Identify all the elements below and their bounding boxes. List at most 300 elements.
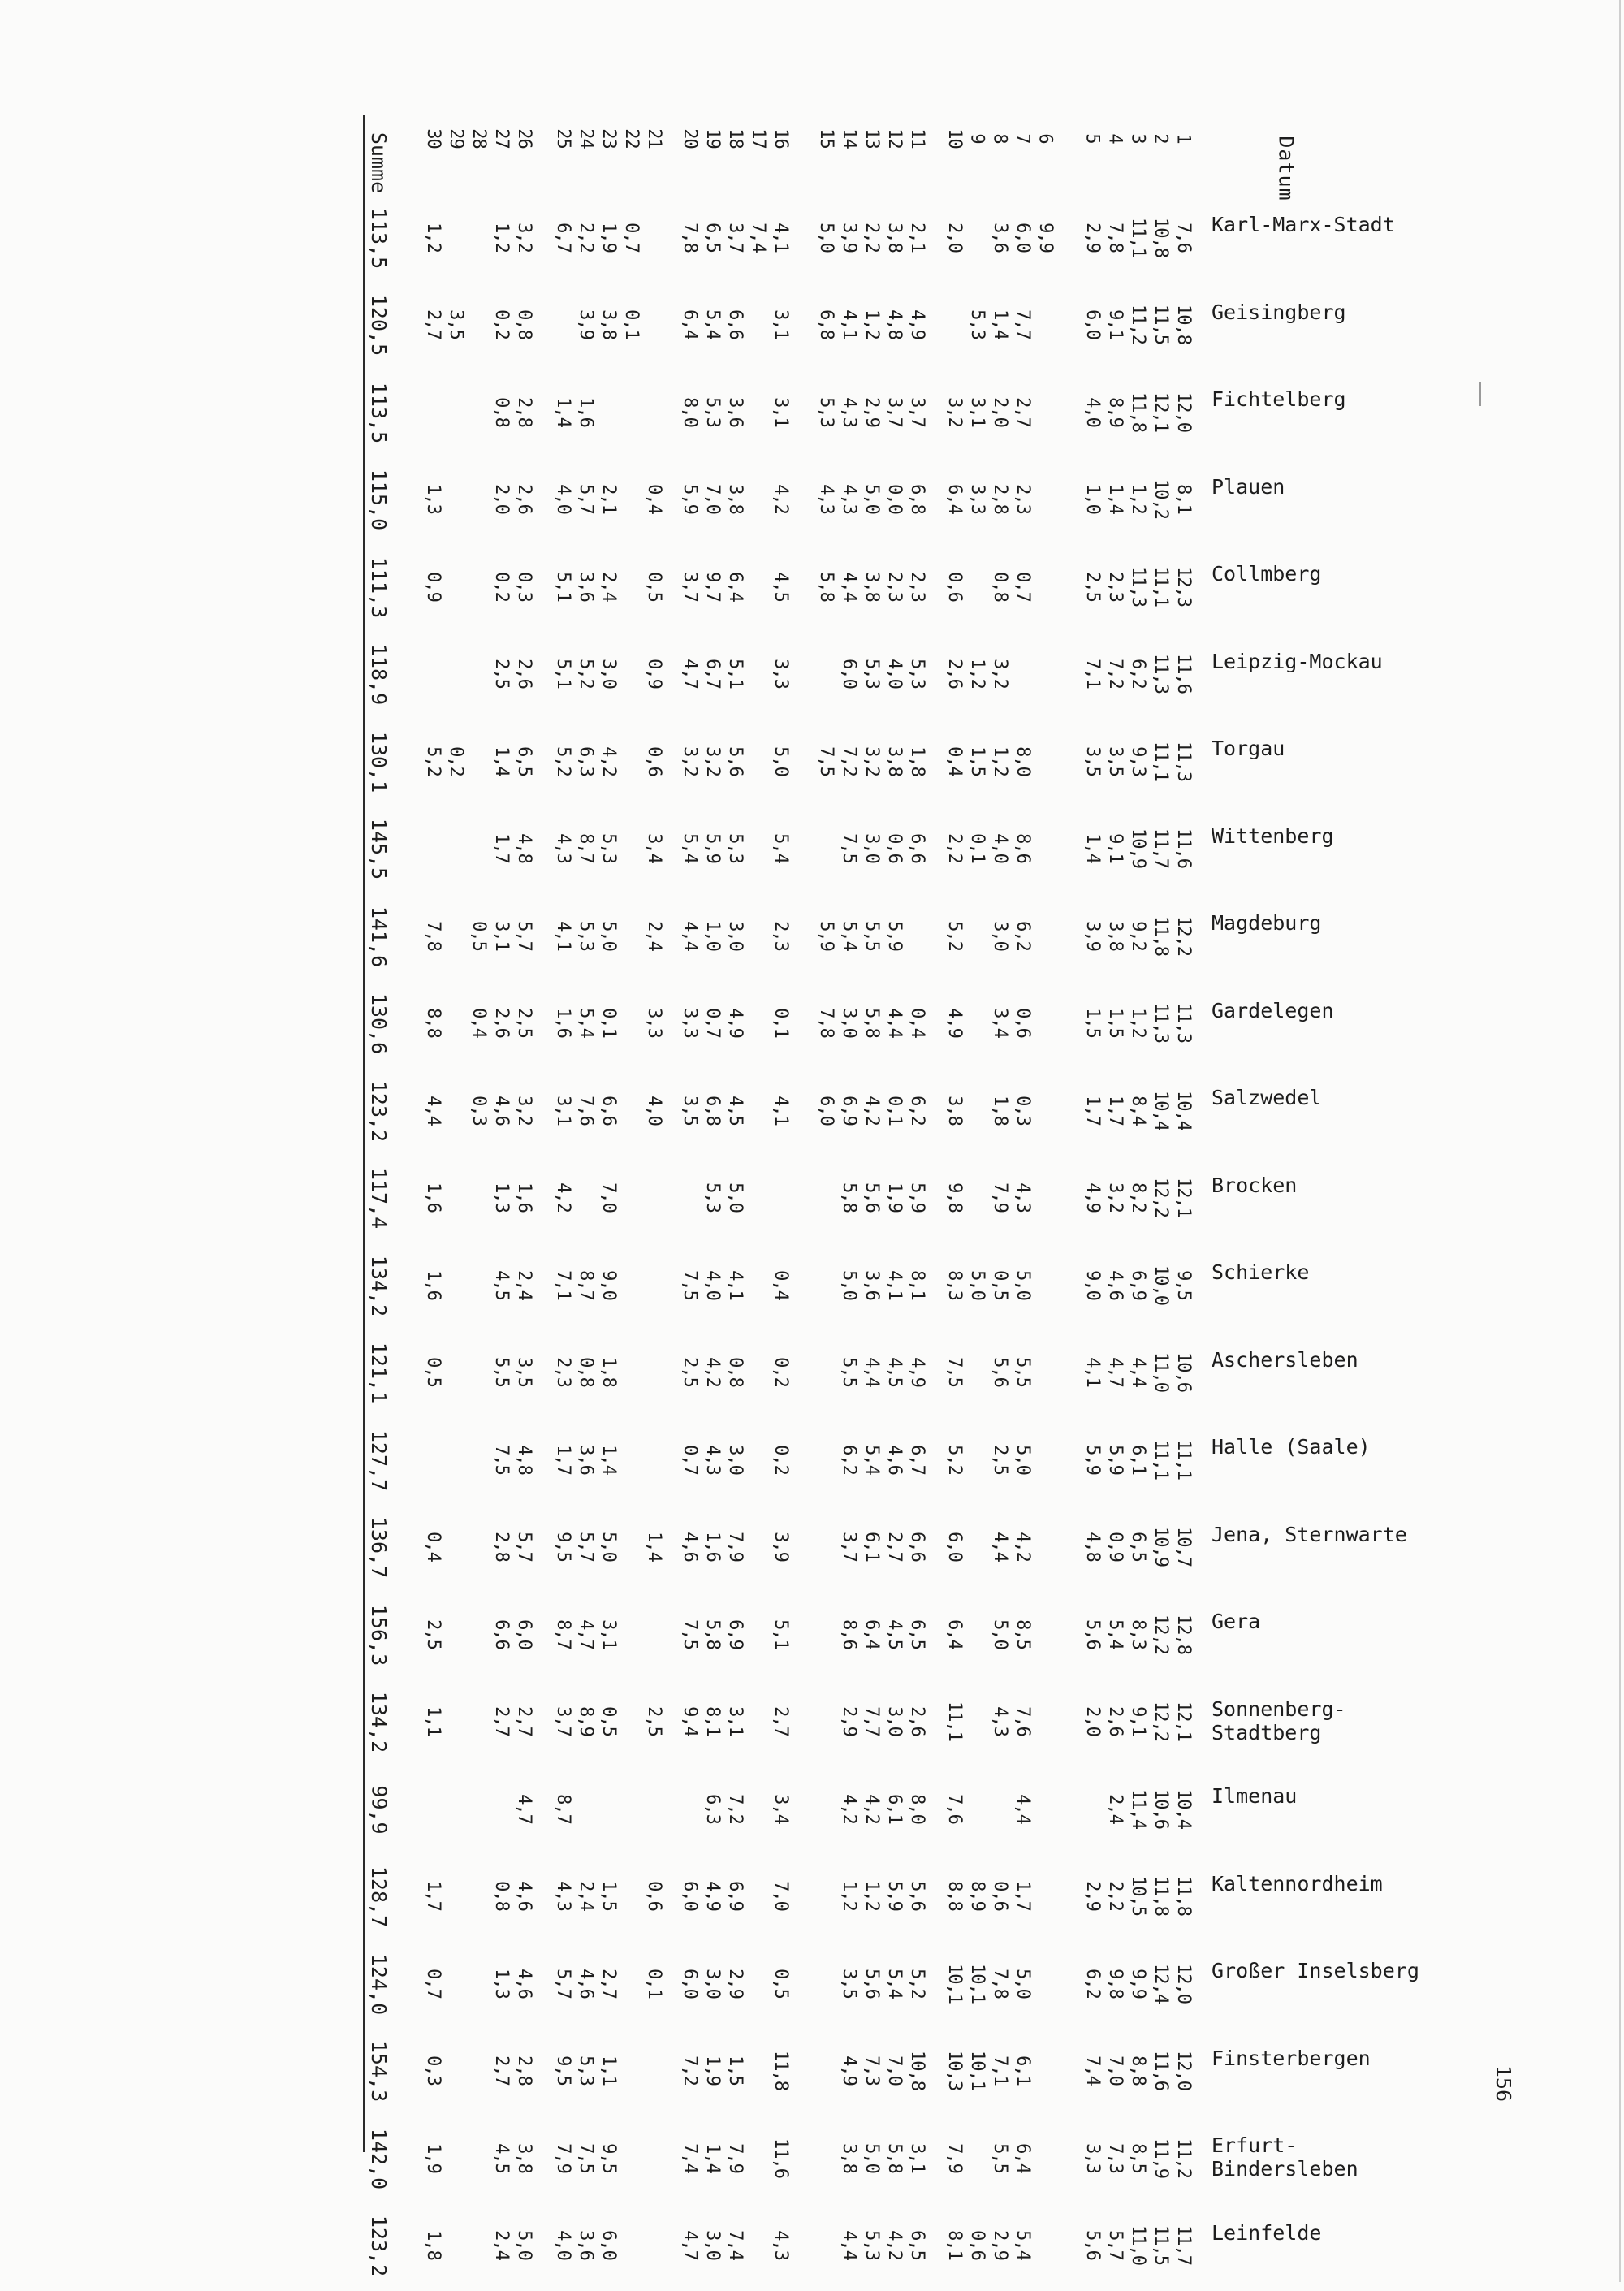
value-cell (1127, 1169, 1148, 1227)
value-cell (770, 645, 791, 703)
value-cell (1104, 1169, 1125, 1227)
value-cell (575, 906, 596, 965)
value-cell (815, 819, 836, 878)
value-text: 4,3 (815, 484, 836, 514)
value-text: 9,1 (1127, 1706, 1148, 1736)
value-cell (422, 1430, 443, 1489)
total-text: 128,7 (367, 1865, 391, 1928)
value-text: 9,1 (1104, 833, 1125, 863)
value-cell (815, 557, 836, 616)
value-cell (906, 208, 927, 266)
value-cell (1173, 2216, 1194, 2275)
value-cell (620, 208, 641, 266)
value-cell (966, 1430, 987, 1489)
value-text: 11,0 (1150, 1352, 1171, 1392)
value-cell (724, 645, 745, 703)
value-text: 9,5 (598, 2142, 619, 2173)
value-text: 4,6 (513, 1881, 534, 1911)
value-cell (702, 383, 723, 441)
value-text: 5,3 (702, 1182, 723, 1213)
value-cell (989, 2216, 1010, 2275)
value-text: 4,3 (552, 1881, 573, 1911)
value-text: 2,7 (1012, 396, 1033, 427)
value-cell (575, 1081, 596, 1139)
day-number (861, 122, 882, 154)
value-cell (643, 383, 664, 441)
station-total (367, 1773, 391, 1846)
value-text: 3,5 (1082, 746, 1103, 776)
value-text: 1,9 (883, 1182, 905, 1213)
value-text: 5,0 (1012, 1269, 1033, 1300)
value-text: 0,1 (643, 1968, 664, 1999)
value-text: 3,8 (724, 484, 745, 514)
value-cell (989, 470, 1010, 529)
value-cell (1173, 1954, 1194, 2012)
value-text: 4,2 (1012, 1532, 1033, 1562)
value-cell (770, 819, 791, 878)
value-text: 1,0 (1082, 484, 1103, 514)
value-text: 4,3 (989, 1706, 1010, 1736)
value-text: 2,9 (1082, 222, 1103, 253)
value-cell (1034, 1169, 1056, 1227)
station-row (0, 2210, 1624, 2291)
value-cell (422, 296, 443, 354)
value-cell (838, 1779, 859, 1838)
value-cell (815, 2216, 836, 2275)
value-cell (643, 1867, 664, 1926)
total-text: 156,3 (367, 1604, 391, 1666)
value-text: 4,0 (702, 1269, 723, 1300)
value-cell (724, 2042, 745, 2100)
station-name: Leipzig-Mockau (1212, 649, 1383, 673)
value-cell (702, 645, 723, 703)
value-cell (598, 2042, 619, 2100)
day-number-text: 27 (490, 128, 512, 149)
value-text: 5,7 (575, 1532, 596, 1562)
value-text: 4,2 (861, 1793, 882, 1824)
value-cell (1127, 645, 1148, 703)
datum-header: Datum (1274, 135, 1298, 201)
value-text: 5,6 (989, 1357, 1010, 1387)
station-total (367, 1074, 391, 1148)
value-cell (513, 1169, 534, 1227)
value-cell (1082, 1518, 1103, 1576)
value-text: 0,5 (468, 920, 489, 951)
station-total (367, 464, 391, 537)
day-number-text: 3 (1127, 132, 1148, 144)
station-total (367, 1337, 391, 1410)
value-cell (598, 1779, 619, 1838)
total-text: 121,1 (367, 1342, 391, 1404)
value-text: 8,2 (1127, 1182, 1148, 1213)
value-cell (552, 1343, 573, 1402)
value-text: 3,3 (966, 484, 987, 514)
value-cell (702, 819, 723, 878)
value-text: 2,9 (989, 2230, 1010, 2260)
station-name: Leinfelde (1212, 2220, 1322, 2245)
value-text: 2,4 (1104, 1793, 1125, 1824)
value-text: 5,3 (966, 309, 987, 339)
value-cell (944, 1518, 965, 1576)
value-text: 5,4 (770, 833, 791, 863)
value-cell (838, 1605, 859, 1663)
value-cell (1150, 994, 1171, 1053)
value-cell (490, 1430, 512, 1489)
value-cell (1034, 1779, 1056, 1838)
value-cell (598, 1169, 619, 1227)
value-cell (422, 2129, 443, 2187)
value-text: 6,0 (815, 1095, 836, 1126)
value-cell (490, 2042, 512, 2100)
value-cell (1012, 383, 1033, 441)
value-cell (944, 1605, 965, 1663)
value-cell (679, 732, 700, 790)
value-cell (422, 470, 443, 529)
value-cell (490, 1343, 512, 1402)
value-cell (1012, 1605, 1033, 1663)
value-cell (468, 994, 489, 1053)
value-cell (1127, 1867, 1148, 1926)
value-cell (552, 994, 573, 1053)
value-cell (1150, 819, 1171, 878)
value-text: 7,4 (724, 2230, 745, 2260)
value-text: 0,5 (422, 1357, 443, 1387)
value-cell (966, 1256, 987, 1314)
value-text: 6,5 (513, 746, 534, 776)
value-text: 1,2 (1127, 484, 1148, 514)
value-cell (1127, 2129, 1148, 2187)
value-cell (861, 1692, 882, 1751)
station-name: Halle (Saale) (1212, 1435, 1371, 1459)
value-text: 2,8 (513, 396, 534, 427)
value-text: 3,7 (552, 1706, 573, 1736)
value-text: 0,1 (966, 833, 987, 863)
day-number (989, 122, 1010, 154)
value-cell (906, 732, 927, 790)
value-text: 11,3 (1173, 741, 1194, 781)
station-name: Finsterbergen (1212, 2046, 1371, 2070)
station-row (0, 2122, 1624, 2203)
value-cell (883, 1779, 905, 1838)
value-text: 4,6 (575, 1968, 596, 1999)
total-text: 141,6 (367, 906, 391, 967)
value-text: 5,3 (575, 2055, 596, 2086)
value-text: 5,3 (861, 659, 882, 689)
value-text: 0,6 (883, 833, 905, 863)
value-text: 4,6 (679, 1532, 700, 1562)
value-cell (747, 1430, 768, 1489)
station-row (0, 376, 1624, 457)
value-cell (643, 1954, 664, 2012)
value-text: 5,9 (883, 1881, 905, 1911)
value-text: 11,4 (1127, 1788, 1148, 1829)
value-cell (1127, 1605, 1148, 1663)
value-cell (445, 1954, 466, 2012)
value-cell (643, 1081, 664, 1139)
total-text: 134,2 (367, 1691, 391, 1753)
value-cell (989, 296, 1010, 354)
value-cell (815, 2129, 836, 2187)
value-cell (620, 1169, 641, 1227)
value-cell (620, 383, 641, 441)
value-cell (861, 470, 882, 529)
value-text: 6,6 (724, 309, 745, 339)
value-text: 9,0 (1082, 1269, 1103, 1300)
value-cell (702, 2129, 723, 2187)
value-text: 11,7 (1150, 828, 1171, 868)
value-text: 5,1 (552, 659, 573, 689)
value-text: 10,4 (1173, 1090, 1194, 1130)
day-number (1034, 122, 1056, 154)
station-row (0, 1424, 1624, 1505)
value-cell (422, 1518, 443, 1576)
value-text: 7,3 (1104, 2142, 1125, 2173)
value-cell (883, 819, 905, 878)
value-text: 0,1 (770, 1008, 791, 1038)
value-cell (702, 1430, 723, 1489)
value-text: 1,8 (989, 1095, 1010, 1126)
value-text: 6,2 (1082, 1968, 1103, 1999)
value-text: 5,7 (1104, 2230, 1125, 2260)
value-cell (966, 1954, 987, 2012)
value-cell (883, 1954, 905, 2012)
value-text: 4,7 (1104, 1357, 1125, 1387)
value-text: 2,6 (490, 1008, 512, 1038)
value-cell (702, 1692, 723, 1751)
value-text: 2,5 (1082, 571, 1103, 602)
value-cell (643, 906, 664, 965)
value-cell (1173, 208, 1194, 266)
value-cell (620, 1081, 641, 1139)
value-text: 11,3 (1173, 1003, 1194, 1043)
value-cell (445, 1169, 466, 1227)
value-cell (445, 994, 466, 1053)
value-cell (575, 1867, 596, 1926)
value-text: 1,6 (575, 396, 596, 427)
value-text: 7,1 (989, 2055, 1010, 2086)
value-text: 10,8 (1150, 217, 1171, 257)
value-text: 2,0 (944, 222, 965, 253)
value-text: 5,2 (575, 659, 596, 689)
value-cell (552, 1954, 573, 2012)
value-text: 4,4 (861, 1357, 882, 1387)
value-cell (552, 383, 573, 441)
value-text: 0,6 (944, 571, 965, 602)
value-cell (770, 906, 791, 965)
value-cell (643, 819, 664, 878)
value-text: 0,8 (490, 396, 512, 427)
value-text: 10,0 (1150, 1264, 1171, 1305)
value-cell (724, 1867, 745, 1926)
value-cell (575, 557, 596, 616)
value-cell (883, 557, 905, 616)
value-text: 5,5 (989, 2142, 1010, 2173)
value-text: 3,6 (575, 1444, 596, 1475)
value-text: 6,0 (1082, 309, 1103, 339)
value-cell (906, 383, 927, 441)
value-text: 6,4 (679, 309, 700, 339)
value-cell (702, 1169, 723, 1227)
value-cell (598, 1954, 619, 2012)
value-text: 8,0 (679, 396, 700, 427)
total-text: 154,3 (367, 2040, 391, 2103)
value-text: 6,5 (702, 222, 723, 253)
total-text: 124,0 (367, 1953, 391, 2015)
value-text: 2,9 (861, 396, 882, 427)
value-text: 8,1 (906, 1269, 927, 1300)
value-text: 6,0 (838, 659, 859, 689)
value-text: 0,5 (598, 1706, 619, 1736)
value-cell (575, 2042, 596, 2100)
value-cell (643, 994, 664, 1053)
station-total (367, 1861, 391, 1934)
day-number (445, 122, 466, 154)
value-cell (702, 557, 723, 616)
value-cell (861, 2216, 882, 2275)
value-text: 8,5 (1012, 1619, 1033, 1649)
day-number (702, 122, 723, 154)
value-text: 7,4 (1082, 2055, 1103, 2086)
value-text: 3,4 (770, 1793, 791, 1824)
value-cell (1173, 732, 1194, 790)
value-text: 4,5 (883, 1357, 905, 1387)
value-cell (1150, 1343, 1171, 1402)
value-cell (815, 1692, 836, 1751)
value-cell (747, 208, 768, 266)
value-cell (1127, 1779, 1148, 1838)
day-number (815, 122, 836, 154)
value-cell (445, 2216, 466, 2275)
value-text: 4,0 (883, 659, 905, 689)
value-cell (468, 1430, 489, 1489)
value-cell (643, 1256, 664, 1314)
value-cell (906, 1430, 927, 1489)
value-cell (1173, 1256, 1194, 1314)
station-name: Salzwedel (1212, 1086, 1322, 1109)
day-number-text: 9 (966, 132, 987, 144)
value-cell (643, 1779, 664, 1838)
value-cell (702, 208, 723, 266)
value-text: 5,3 (724, 833, 745, 863)
value-text: 4,0 (552, 2230, 573, 2260)
value-text: 4,4 (838, 571, 859, 602)
value-text: 8,7 (552, 1619, 573, 1649)
value-cell (679, 1692, 700, 1751)
value-cell (643, 732, 664, 790)
value-text: 3,0 (598, 659, 619, 689)
station-row (0, 1249, 1624, 1330)
value-text: 7,5 (838, 833, 859, 863)
value-cell (944, 2129, 965, 2187)
value-cell (552, 470, 573, 529)
value-text: 1,4 (643, 1532, 664, 1562)
value-cell (944, 1081, 965, 1139)
value-cell (490, 2129, 512, 2187)
value-text: 6,0 (944, 1532, 965, 1562)
value-text: 8,1 (944, 2230, 965, 2260)
value-cell (966, 383, 987, 441)
value-cell (747, 296, 768, 354)
value-cell (1173, 1343, 1194, 1402)
value-cell (1127, 470, 1148, 529)
station-row (0, 725, 1624, 806)
value-cell (468, 1081, 489, 1139)
value-text: 6,8 (815, 309, 836, 339)
value-text: 5,0 (838, 1269, 859, 1300)
day-number-text: 5 (1082, 132, 1103, 144)
value-text: 0,3 (1012, 1095, 1033, 1126)
value-text: 3,0 (838, 1008, 859, 1038)
value-text: 7,2 (838, 746, 859, 776)
value-text: 5,2 (552, 746, 573, 776)
station-total (367, 551, 391, 624)
value-text: 0,4 (422, 1532, 443, 1562)
value-cell (679, 819, 700, 878)
value-text: 7,9 (724, 2142, 745, 2173)
value-cell (702, 1605, 723, 1663)
value-text: 1,6 (513, 1182, 534, 1213)
value-cell (620, 994, 641, 1053)
value-cell (422, 2216, 443, 2275)
value-text: 4,3 (702, 1444, 723, 1475)
value-cell (1104, 994, 1125, 1053)
value-cell (643, 1605, 664, 1663)
value-text: 4,8 (883, 309, 905, 339)
value-text: 7,0 (883, 2055, 905, 2086)
value-text: 2,5 (422, 1619, 443, 1649)
value-text: 10,3 (944, 2051, 965, 2090)
value-cell (552, 2042, 573, 2100)
value-text: 0,1 (598, 1008, 619, 1038)
value-cell (1034, 1430, 1056, 1489)
value-cell (815, 208, 836, 266)
value-cell (838, 732, 859, 790)
value-cell (1104, 1954, 1125, 2012)
value-cell (861, 1430, 882, 1489)
value-cell (906, 2042, 927, 2100)
value-cell (1150, 1605, 1171, 1663)
value-cell (1173, 1430, 1194, 1489)
value-cell (643, 1692, 664, 1751)
value-cell (468, 383, 489, 441)
value-cell (861, 2042, 882, 2100)
day-number (1082, 122, 1103, 154)
value-cell (1104, 1518, 1125, 1576)
value-text: 0,2 (490, 309, 512, 339)
value-cell (1104, 2042, 1125, 2100)
value-cell (679, 296, 700, 354)
value-cell (989, 1954, 1010, 2012)
value-text: 3,1 (966, 396, 987, 427)
value-text: 8,5 (1127, 2142, 1148, 2173)
value-cell (679, 1779, 700, 1838)
value-text: 2,8 (513, 2055, 534, 2086)
value-cell (679, 906, 700, 965)
value-text: 4,7 (575, 1619, 596, 1649)
value-cell (944, 2042, 965, 2100)
value-cell (815, 383, 836, 441)
value-cell (1104, 1692, 1125, 1751)
value-cell (1034, 645, 1056, 703)
value-cell (490, 296, 512, 354)
value-text: 1,7 (1104, 1095, 1125, 1126)
value-text: 12,4 (1150, 1963, 1171, 2004)
value-cell (702, 1779, 723, 1838)
value-cell (679, 2216, 700, 2275)
value-cell (513, 383, 534, 441)
value-cell (1082, 1430, 1103, 1489)
value-text: 0,2 (770, 1444, 791, 1475)
